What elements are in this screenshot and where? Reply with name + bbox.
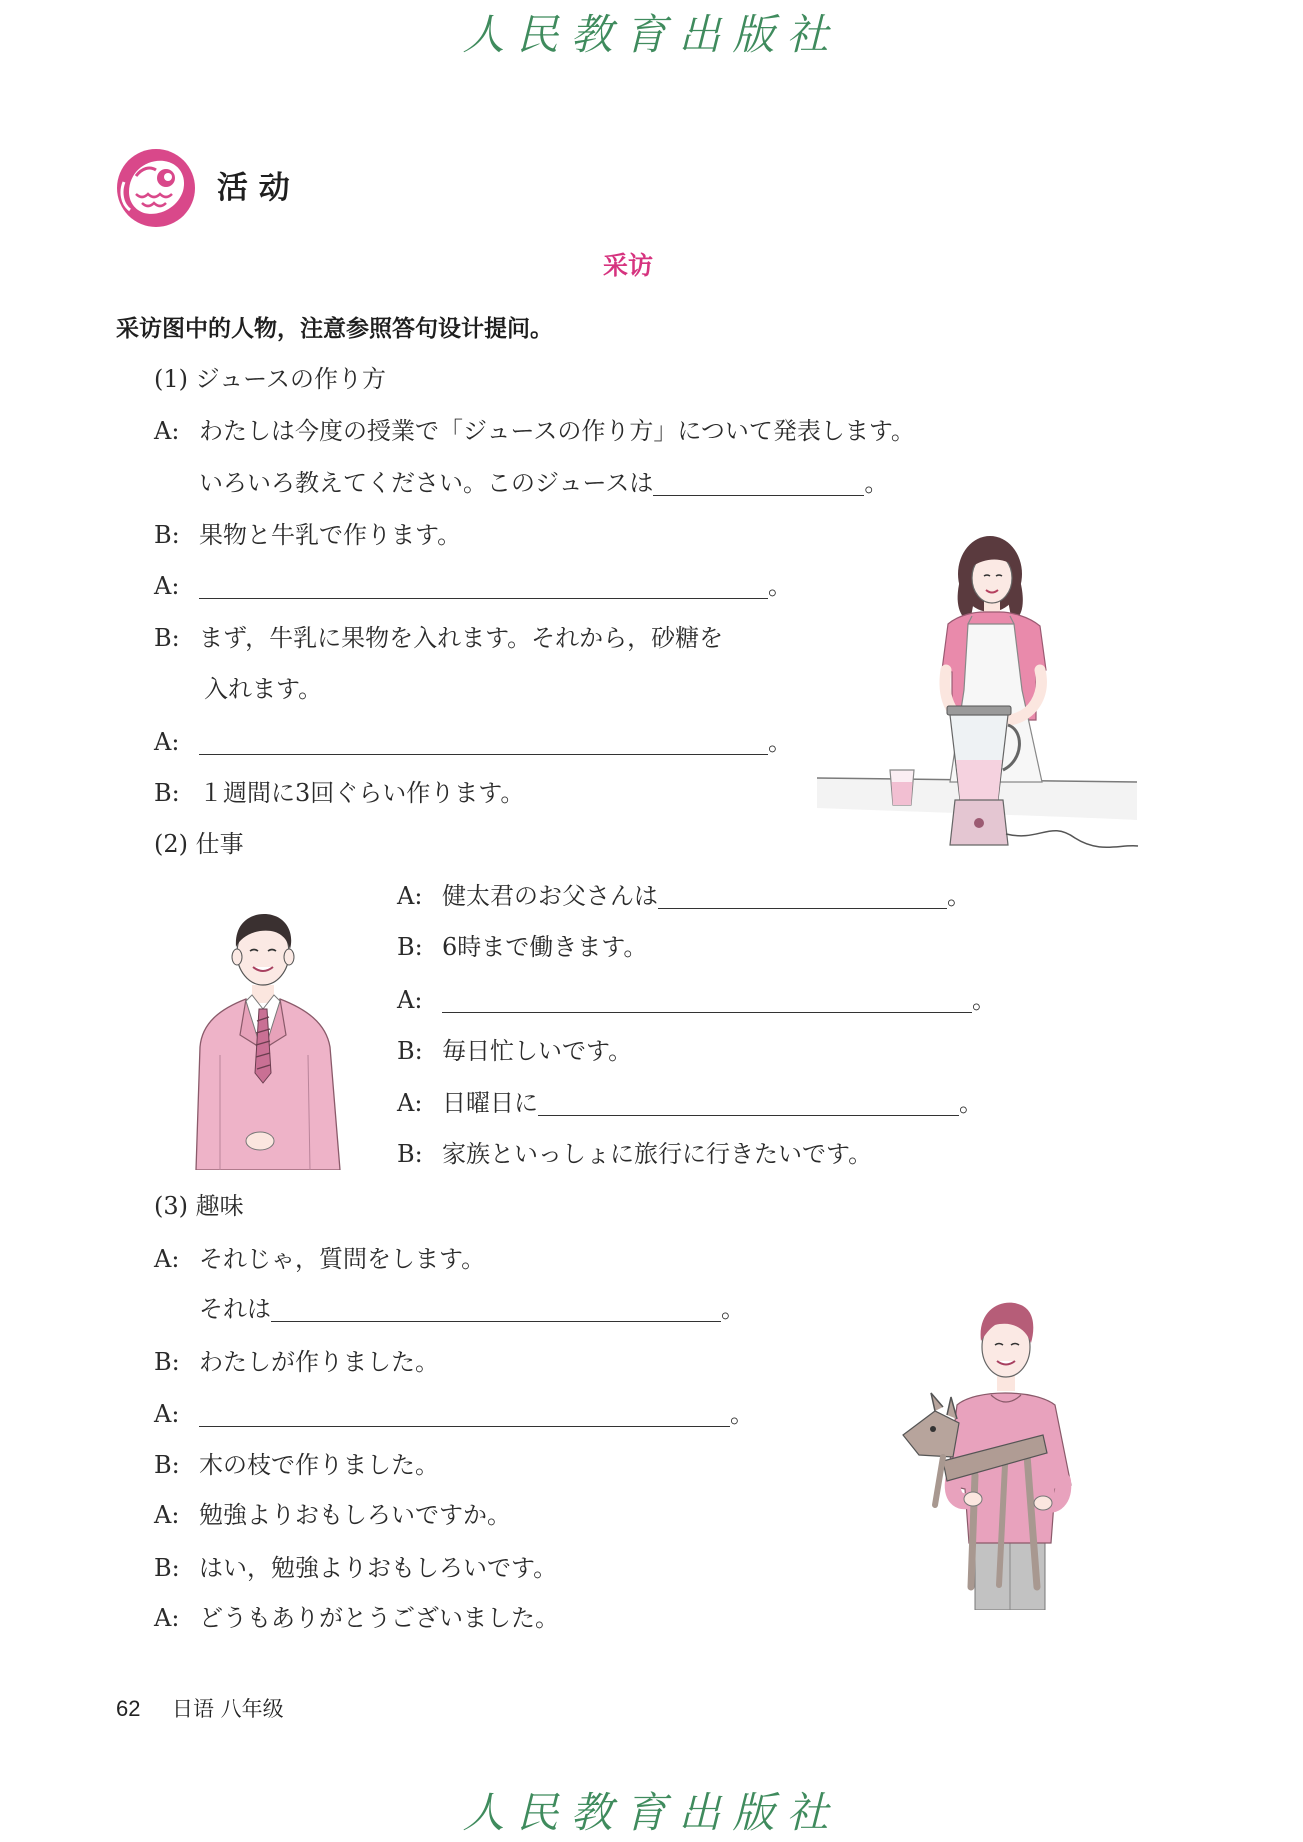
line-text: それは	[199, 1295, 271, 1323]
dialogue-line	[154, 1399, 754, 1429]
speaker-label: B:	[154, 1554, 180, 1582]
dialogue-line	[154, 1450, 439, 1480]
speaker-label: A:	[154, 1604, 180, 1632]
line-text: 家族といっしょに旅行に行きたいです。	[442, 1140, 873, 1168]
speaker-label: B:	[154, 521, 180, 549]
line-end: 。	[721, 1295, 745, 1323]
section-title: 活 动	[217, 170, 290, 206]
line-text: 毎日忙しいです。	[442, 1037, 633, 1065]
line-end: 。	[959, 1089, 983, 1117]
dialogue-line	[154, 623, 723, 653]
line-end: 。	[768, 728, 792, 756]
dialogue-line	[154, 1603, 559, 1633]
speaker-label: A:	[154, 728, 180, 756]
speaker-label: B:	[154, 1348, 180, 1376]
woman-blender-illustration	[800, 520, 1140, 860]
line-text: どうもありがとうございました。	[199, 1604, 559, 1632]
speaker-label: B:	[397, 1140, 423, 1168]
answer-blank	[653, 471, 864, 496]
dialogue-line	[154, 1244, 485, 1274]
dialogue-line	[154, 778, 524, 808]
dialogue-line	[154, 520, 461, 550]
speaker-label: A:	[154, 572, 180, 600]
line-text: それじゃ，質問をします。	[199, 1245, 486, 1273]
speaker-label: B:	[397, 933, 423, 961]
line-text: 入れます。	[204, 675, 323, 703]
dialogue-line	[154, 727, 792, 757]
speaker-label: A:	[154, 417, 180, 445]
speaker-label: A:	[154, 1245, 180, 1273]
dialogue-line	[199, 468, 888, 498]
dialogue-line	[154, 416, 915, 446]
activity-title: 采访	[602, 251, 653, 280]
part-heading: (1) ジュースの作り方	[154, 365, 386, 393]
speaker-label: A:	[154, 1501, 180, 1529]
dialogue-line	[397, 881, 971, 911]
line-end: 。	[947, 882, 971, 910]
answer-blank	[658, 884, 947, 909]
line-end: 。	[768, 572, 792, 600]
dialogue-line	[397, 985, 996, 1015]
dialogue-line	[154, 1500, 511, 1530]
line-text: 勉強よりおもしろいですか。	[199, 1501, 511, 1529]
answer-blank	[199, 574, 768, 599]
part-heading: (2) 仕事	[154, 830, 244, 858]
dialogue-line	[397, 932, 647, 962]
line-text: 日曜日に	[442, 1089, 538, 1117]
dialogue-line	[154, 1347, 439, 1377]
answer-blank	[442, 988, 972, 1013]
speaker-label: B:	[154, 1451, 180, 1479]
speaker-label: A:	[154, 1400, 180, 1428]
dialogue-line	[397, 1088, 983, 1118]
speaker-label: A:	[397, 1089, 423, 1117]
part-heading: (3) 趣味	[154, 1192, 244, 1220]
watermark-bottom: 人民教育出版社	[462, 1788, 841, 1837]
line-text: いろいろ教えてください。このジュースは	[199, 469, 654, 497]
dialogue-line	[204, 674, 322, 704]
dialogue-line	[397, 1036, 632, 1066]
line-text: まず，牛乳に果物を入れます。それから，砂糖を	[199, 624, 724, 652]
dialogue-line	[154, 1553, 557, 1583]
answer-blank	[538, 1091, 959, 1116]
line-end: 。	[864, 469, 889, 497]
speaker-label: A:	[397, 882, 423, 910]
line-text: 健太君のお父さんは	[442, 882, 658, 910]
dialogue-line	[199, 1294, 745, 1324]
dialogue-line	[154, 571, 792, 601]
line-end: 。	[730, 1400, 754, 1428]
speaker-label: B:	[154, 624, 180, 652]
instruction: 采访图中的人物，注意参照答句设计提问。	[116, 316, 553, 342]
line-end: 。	[972, 986, 996, 1014]
line-text: はい，勉強よりおもしろいです。	[199, 1554, 558, 1582]
speaker-label: B:	[154, 779, 180, 807]
book-title: 日语 八年级	[172, 1697, 284, 1721]
speaker-label: B:	[397, 1037, 423, 1065]
answer-blank	[199, 730, 768, 755]
speaker-label: A:	[397, 986, 423, 1014]
line-text: わたしは今度の授業で「ジュースの作り方」について発表します。	[199, 417, 915, 445]
answer-blank	[199, 1402, 730, 1427]
answer-blank	[271, 1297, 721, 1322]
line-text: 6時まで働きます。	[442, 933, 648, 961]
line-text: 果物と牛乳で作ります。	[199, 521, 462, 549]
fish-icon	[116, 148, 196, 228]
line-text: 木の枝で作りました。	[199, 1451, 439, 1479]
boy-toy-horse-illustration	[895, 1285, 1095, 1610]
businessman-illustration	[190, 905, 350, 1170]
dialogue-line	[397, 1139, 872, 1169]
line-text: わたしが作りました。	[199, 1348, 439, 1376]
page-number: 62	[116, 1696, 141, 1721]
watermark-top: 人民教育出版社	[462, 10, 841, 59]
line-text: １週間に3回ぐらい作ります。	[199, 779, 525, 807]
